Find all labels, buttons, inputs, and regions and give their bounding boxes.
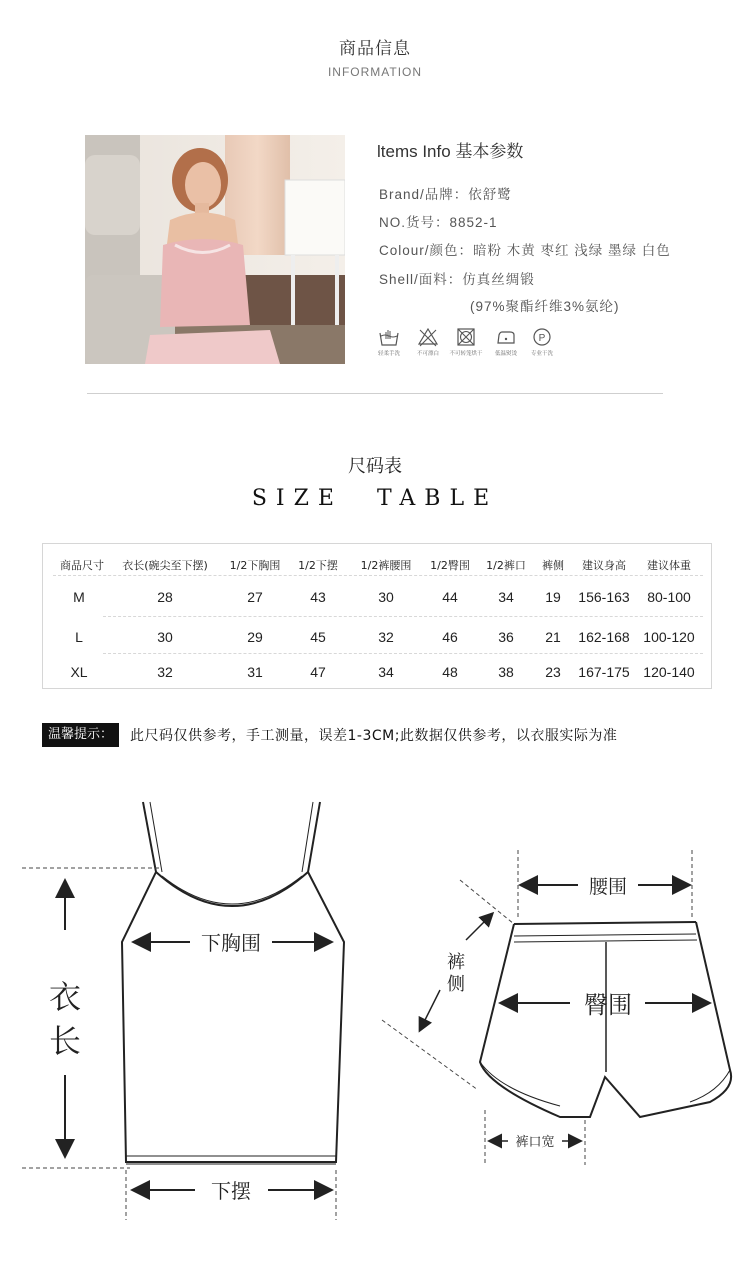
table-cell: 44 — [442, 589, 458, 605]
shell-value: 仿真丝绸锻 — [462, 272, 535, 287]
brand-line — [379, 183, 512, 203]
shell-detail: (97%聚酯纤维3%氨纶) — [470, 299, 620, 314]
item-number-label: NO.货号： — [379, 215, 450, 230]
no-tumble-dry-icon — [455, 327, 477, 347]
table-cell: 32 — [378, 629, 394, 645]
table-cell: 120-140 — [643, 664, 695, 680]
dry-clean-icon — [531, 327, 553, 347]
table-cell: M — [73, 589, 85, 605]
bust-label: 下胸围 — [201, 931, 261, 955]
table-cell: 30 — [378, 589, 394, 605]
length-label-1: 衣 — [48, 978, 82, 1016]
care-label: 专业干洗 — [530, 351, 553, 357]
camisole-outline — [122, 802, 344, 1164]
table-cell: 36 — [498, 629, 514, 645]
table-header: 裤侧 — [542, 559, 564, 572]
length-label-2: 长 — [48, 1022, 82, 1060]
table-cell: 34 — [498, 589, 514, 605]
item-number-value: 8852-1 — [449, 215, 498, 230]
care-label: 低温熨烫 — [494, 351, 517, 357]
care-hand-wash — [367, 327, 411, 357]
colour-line — [379, 239, 671, 259]
table-cell: 19 — [545, 589, 561, 605]
care-label: 不可漂白 — [416, 351, 439, 357]
table-header: 衣长(碗尖至下摆) — [122, 559, 208, 572]
table-cell: 29 — [247, 629, 263, 645]
table-cell: 156-163 — [578, 589, 630, 605]
items-info-title: ltems Info 基本参数 — [377, 142, 524, 161]
brand-value: 依舒鹭 — [468, 187, 512, 202]
row-separator — [103, 653, 703, 654]
table-cell: 34 — [378, 664, 394, 680]
table-header: 1/2裤腰围 — [360, 559, 412, 572]
side-label-2: 侧 — [447, 974, 465, 995]
care-no-tumble-dry — [444, 327, 488, 357]
table-cell: 162-168 — [578, 629, 630, 645]
table-cell: L — [75, 629, 83, 645]
table-cell: 31 — [247, 664, 263, 680]
table-header: 建议体重 — [647, 559, 691, 572]
tip-text: 此尺码仅供参考，手工测量，误差1-3CM;此数据仅供参考，以衣服实际为准 — [130, 728, 618, 744]
row-separator — [103, 616, 703, 617]
size-table-title: 尺码表 — [348, 456, 402, 477]
table-cell: 27 — [247, 589, 263, 605]
table-cell: 47 — [310, 664, 326, 680]
care-label: 轻柔手洗 — [377, 351, 400, 357]
table-cell: 32 — [157, 664, 173, 680]
hem-label: 下摆 — [211, 1179, 251, 1203]
table-cell: 46 — [442, 629, 458, 645]
tip-badge: 温馨提示： — [42, 723, 119, 747]
size-table-subtitle: SIZE TABLE — [251, 486, 499, 511]
table-header: 商品尺寸 — [60, 559, 104, 572]
measurement-diagram — [0, 790, 750, 1276]
table-header: 建议身高 — [582, 559, 626, 572]
table-header: 1/2裤口 — [486, 559, 526, 572]
section-subtitle: INFORMATION — [327, 65, 423, 79]
table-cell: 38 — [498, 664, 514, 680]
svg-text:P: P — [538, 333, 546, 344]
shell-line — [379, 268, 535, 288]
table-header: 1/2下胸围 — [229, 559, 281, 572]
section-title: 商品信息 — [339, 39, 411, 59]
table-cell: 167-175 — [578, 664, 630, 680]
table-cell: 45 — [310, 629, 326, 645]
waist-label: 腰围 — [588, 876, 628, 898]
care-dry-clean — [520, 327, 564, 357]
no-bleach-icon — [417, 327, 439, 347]
item-number-line — [379, 211, 498, 231]
shell-label: Shell/面料： — [379, 272, 463, 287]
table-cell: 43 — [310, 589, 326, 605]
table-header: 1/2下摆 — [298, 559, 338, 572]
colour-label: Colour/颜色： — [379, 243, 474, 258]
table-header: 1/2臀围 — [430, 559, 470, 572]
table-cell: 48 — [442, 664, 458, 680]
table-cell: 28 — [157, 589, 173, 605]
hip-label: 臀围 — [584, 991, 632, 1019]
product-photo — [85, 135, 345, 364]
leg-opening-label: 裤口宽 — [515, 1135, 555, 1150]
table-cell: 23 — [545, 664, 561, 680]
table-cell: 21 — [545, 629, 561, 645]
table-cell: XL — [70, 664, 88, 680]
care-label: 不可转笼烘干 — [449, 351, 483, 357]
divider — [87, 393, 663, 394]
table-cell: 80-100 — [647, 589, 691, 605]
hand-wash-icon — [378, 327, 400, 347]
table-cell: 100-120 — [643, 629, 695, 645]
shorts-outline — [480, 922, 731, 1117]
low-iron-icon — [495, 327, 517, 347]
side-label-1: 裤 — [447, 952, 465, 973]
brand-label: Brand/品牌： — [379, 187, 469, 202]
row-separator — [53, 575, 703, 576]
colour-value: 暗粉 木黄 枣红 浅绿 墨绿 白色 — [473, 243, 671, 258]
size-table — [42, 543, 712, 689]
table-cell: 30 — [157, 629, 173, 645]
